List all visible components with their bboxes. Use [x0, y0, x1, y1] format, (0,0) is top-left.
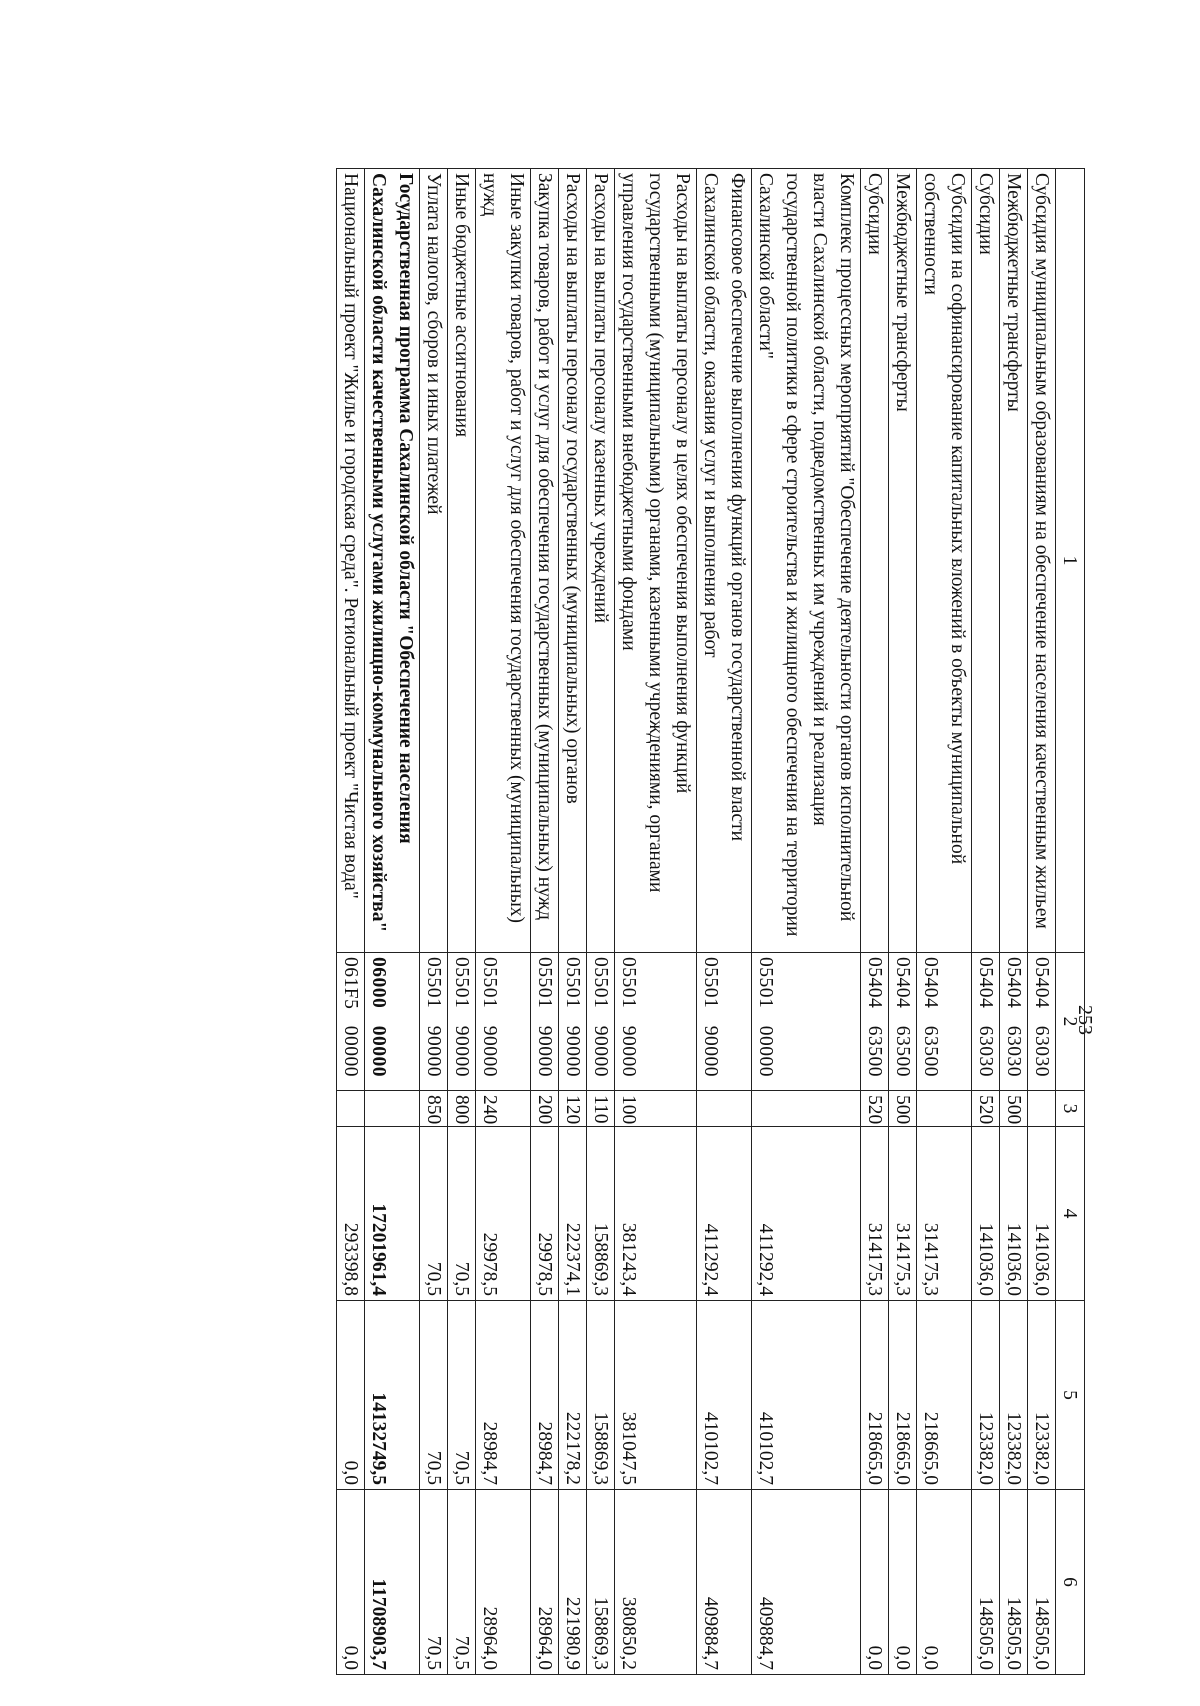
row-code — [420, 953, 448, 1091]
table-row — [587, 169, 615, 1675]
row-code-item: 63500 — [920, 1025, 941, 1077]
row-expense-type — [337, 1091, 365, 1127]
row-value-col5: 70,5 — [448, 1301, 476, 1490]
row-code-section: 05404 — [864, 957, 885, 1009]
row-code-item: 90000 — [618, 1025, 639, 1077]
row-value-col4: 314175,3 — [889, 1127, 917, 1301]
row-code — [1028, 953, 1056, 1091]
row-name: Иные бюджетные ассигнования — [448, 169, 476, 953]
row-expense-type: 800 — [448, 1091, 476, 1127]
row-code-section: 05501 — [534, 957, 555, 1009]
row-name: Субсидии на софинансирование капитальных вложений в объекты муниципальной собственности — [917, 169, 972, 953]
row-value-col5: 14132749,5 — [365, 1301, 420, 1490]
table-row — [448, 169, 476, 1675]
row-expense-type — [752, 1091, 861, 1127]
row-value-col4: 70,5 — [448, 1127, 476, 1301]
table-row — [861, 169, 889, 1675]
row-code — [861, 953, 889, 1091]
header-row — [1056, 169, 1085, 1675]
row-expense-type: 240 — [476, 1091, 531, 1127]
row-code — [531, 953, 559, 1091]
row-value-col4: 293398,8 — [337, 1127, 365, 1301]
row-expense-type — [1028, 1091, 1056, 1127]
row-code-section: 05501 — [562, 957, 583, 1009]
row-value-col4: 70,5 — [420, 1127, 448, 1301]
row-name: Расходы на выплаты персоналу казенных учреждений — [587, 169, 615, 953]
row-code-section: 05501 — [618, 957, 639, 1009]
row-code-section: 06000 — [368, 957, 389, 1009]
row-code-section: 05501 — [755, 957, 776, 1009]
row-value-col6: 0,0 — [861, 1490, 889, 1675]
row-value-col4: 29978,5 — [531, 1127, 559, 1301]
row-code-section: 05404 — [1031, 957, 1052, 1009]
row-code — [365, 953, 420, 1091]
row-value-col6: 380850,2 — [615, 1490, 697, 1675]
row-value-col5: 70,5 — [420, 1301, 448, 1490]
row-value-col6: 409884,7 — [752, 1490, 861, 1675]
table-row — [1028, 169, 1056, 1675]
row-code — [917, 953, 972, 1091]
row-value-col6: 158869,3 — [587, 1490, 615, 1675]
row-value-col4: 411292,4 — [752, 1127, 861, 1301]
row-value-col6: 28964,0 — [476, 1490, 531, 1675]
table-row — [917, 169, 972, 1675]
row-value-col5: 123382,0 — [1000, 1301, 1028, 1490]
row-value-col4: 222374,1 — [559, 1127, 587, 1301]
row-name: Комплекс процессных мероприятий "Обеспечение деятельности органов исполнительной власти Сахалинской области, подведомственных им учреждений и реализация государственной политики в сфере строительства и жилищного обеспечения на территории Сахалинской области" — [752, 169, 861, 953]
row-value-col5: 28984,7 — [476, 1301, 531, 1490]
row-code-item: 00000 — [368, 1025, 389, 1077]
row-value-col4: 141036,0 — [1000, 1127, 1028, 1301]
row-expense-type: 100 — [615, 1091, 697, 1127]
row-value-col4: 141036,0 — [972, 1127, 1000, 1301]
row-code — [615, 953, 697, 1091]
row-value-col6: 70,5 — [420, 1490, 448, 1675]
table-row — [337, 169, 365, 1675]
page-number: 253 — [1074, 1005, 1096, 1035]
row-code-section: 05404 — [892, 957, 913, 1009]
row-code-item: 90000 — [590, 1025, 611, 1077]
row-value-col5: 222178,2 — [559, 1301, 587, 1490]
table-row — [697, 169, 752, 1675]
row-value-col5: 410102,7 — [752, 1301, 861, 1490]
header-col-1: 1 — [1056, 169, 1085, 953]
table-row — [420, 169, 448, 1675]
row-value-col5: 28984,7 — [531, 1301, 559, 1490]
row-expense-type: 520 — [861, 1091, 889, 1127]
row-value-col5: 410102,7 — [697, 1301, 752, 1490]
row-code-item: 90000 — [479, 1025, 500, 1077]
row-value-col4: 381243,4 — [615, 1127, 697, 1301]
row-value-col4: 314175,3 — [861, 1127, 889, 1301]
row-name: Межбюджетные трансферты — [889, 169, 917, 953]
table-row — [559, 169, 587, 1675]
row-code-section: 05501 — [423, 957, 444, 1009]
row-value-col4: 141036,0 — [1028, 1127, 1056, 1301]
budget-table-container — [65, 168, 1085, 1674]
row-value-col6: 70,5 — [448, 1490, 476, 1675]
row-value-col6: 148505,0 — [972, 1490, 1000, 1675]
row-expense-type: 500 — [1000, 1091, 1028, 1127]
row-code-item: 90000 — [534, 1025, 555, 1077]
row-value-col5: 158869,3 — [587, 1301, 615, 1490]
row-name: Субсидия муниципальным образованиям на обеспечение населения качественным жильем — [1028, 169, 1056, 953]
table-row — [889, 169, 917, 1675]
row-value-col6: 148505,0 — [1028, 1490, 1056, 1675]
header-col-4: 4 — [1056, 1127, 1085, 1301]
row-value-col6: 0,0 — [337, 1490, 365, 1675]
row-name: Субсидии — [861, 169, 889, 953]
header-col-2: 2 — [1056, 953, 1085, 1091]
header-col-3: 3 — [1056, 1091, 1085, 1127]
row-value-col6: 221980,9 — [559, 1490, 587, 1675]
row-code-item: 90000 — [700, 1025, 721, 1077]
row-value-col5: 218665,0 — [889, 1301, 917, 1490]
row-code-item: 00000 — [755, 1025, 776, 1077]
row-value-col6: 11708903,7 — [365, 1490, 420, 1675]
row-expense-type — [917, 1091, 972, 1127]
row-expense-type — [365, 1091, 420, 1127]
budget-table — [336, 168, 1085, 1675]
row-value-col4: 17201961,4 — [365, 1127, 420, 1301]
row-value-col5: 218665,0 — [917, 1301, 972, 1490]
row-value-col4: 158869,3 — [587, 1127, 615, 1301]
table-row — [615, 169, 697, 1675]
row-name: Уплата налогов, сборов и иных платежей — [420, 169, 448, 953]
row-code-section: 05501 — [451, 957, 472, 1009]
row-code-item: 63500 — [892, 1025, 913, 1077]
row-expense-type: 120 — [559, 1091, 587, 1127]
table-row — [1000, 169, 1028, 1675]
row-name: Межбюджетные трансферты — [1000, 169, 1028, 953]
row-name: Расходы на выплаты персоналу в целях обеспечения выполнения функций государственными (муниципальными) органами, казенными учреждениями, органами управления государственными внебюджетными фондами — [615, 169, 697, 953]
row-value-col6: 28964,0 — [531, 1490, 559, 1675]
row-code — [1000, 953, 1028, 1091]
row-value-col6: 0,0 — [889, 1490, 917, 1675]
row-value-col6: 0,0 — [917, 1490, 972, 1675]
row-expense-type: 110 — [587, 1091, 615, 1127]
row-value-col6: 148505,0 — [1000, 1490, 1028, 1675]
row-value-col5: 123382,0 — [1028, 1301, 1056, 1490]
row-code — [448, 953, 476, 1091]
row-value-col4: 411292,4 — [697, 1127, 752, 1301]
table-row — [476, 169, 531, 1675]
row-code — [476, 953, 531, 1091]
row-value-col5: 218665,0 — [861, 1301, 889, 1490]
row-expense-type — [697, 1091, 752, 1127]
header-col-5: 5 — [1056, 1301, 1085, 1490]
row-value-col5: 123382,0 — [972, 1301, 1000, 1490]
row-expense-type: 500 — [889, 1091, 917, 1127]
row-name: Расходы на выплаты персоналу государственных (муниципальных) органов — [559, 169, 587, 953]
row-code-section: 05404 — [920, 957, 941, 1009]
row-value-col6: 409884,7 — [697, 1490, 752, 1675]
row-code — [752, 953, 861, 1091]
row-name: Национальный проект "Жилье и городская среда". Региональный проект "Чистая вода" — [337, 169, 365, 953]
row-value-col4: 314175,3 — [917, 1127, 972, 1301]
row-code-section: 05501 — [700, 957, 721, 1009]
row-value-col5: 381047,5 — [615, 1301, 697, 1490]
table-row — [972, 169, 1000, 1675]
row-code — [337, 953, 365, 1091]
row-code-item: 00000 — [340, 1025, 361, 1077]
row-code-item: 90000 — [451, 1025, 472, 1077]
row-name: Субсидии — [972, 169, 1000, 953]
table-row — [531, 169, 559, 1675]
row-expense-type: 520 — [972, 1091, 1000, 1127]
row-expense-type: 200 — [531, 1091, 559, 1127]
row-name: Иные закупки товаров, работ и услуг для обеспечения государственных (муниципальных) нужд — [476, 169, 531, 953]
row-code-item: 63030 — [1031, 1025, 1052, 1077]
row-code-section: 05501 — [590, 957, 611, 1009]
row-code — [972, 953, 1000, 1091]
row-name: Государственная программа Сахалинской области "Обеспечение населения Сахалинской области качественными услугами жилищно-коммунального хозяйства" — [365, 169, 420, 953]
row-code-section: 05404 — [975, 957, 996, 1009]
table-row — [752, 169, 861, 1675]
row-code-item: 63030 — [975, 1025, 996, 1077]
row-code — [559, 953, 587, 1091]
row-code-section: 05501 — [479, 957, 500, 1009]
row-code — [587, 953, 615, 1091]
row-name: Финансовое обеспечение выполнения функций органов государственной власти Сахалинской области, оказания услуг и выполнения работ — [697, 169, 752, 953]
row-name: Закупка товаров, работ и услуг для обеспечения государственных (муниципальных) нужд — [531, 169, 559, 953]
table-row — [365, 169, 420, 1675]
row-code-item: 63030 — [1003, 1025, 1024, 1077]
row-code-item: 63500 — [864, 1025, 885, 1077]
row-code-item: 90000 — [562, 1025, 583, 1077]
header-col-6: 6 — [1056, 1490, 1085, 1675]
row-code-section: 061F5 — [340, 957, 361, 1010]
row-code-section: 05404 — [1003, 957, 1024, 1009]
row-value-col4: 29978,5 — [476, 1127, 531, 1301]
row-code — [697, 953, 752, 1091]
row-code — [889, 953, 917, 1091]
row-code-item: 90000 — [423, 1025, 444, 1077]
row-expense-type: 850 — [420, 1091, 448, 1127]
row-value-col5: 0,0 — [337, 1301, 365, 1490]
